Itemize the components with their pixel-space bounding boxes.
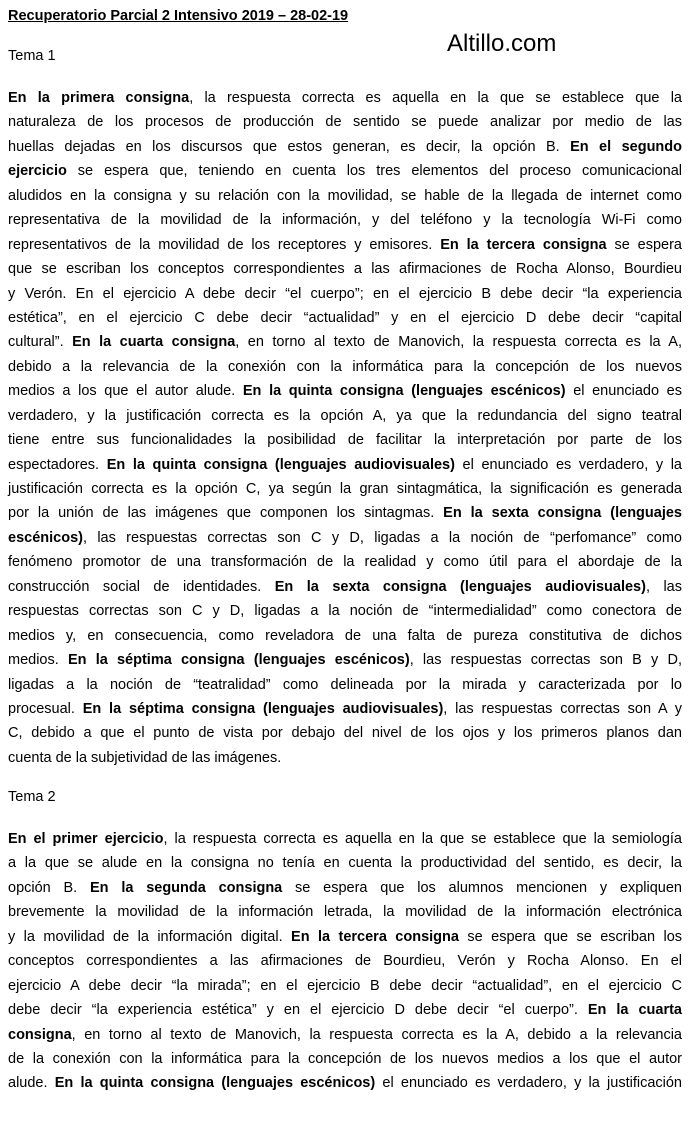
text: estética”, en el ejercicio C debe decir “actualidad” y en el ejercicio D debe decir “capital: [8, 309, 682, 326]
text: verdadero, y la justificación correcta es la opción A, ya que la redundancia del signo teatral: [8, 407, 682, 424]
text-line: [8, 697, 682, 721]
text-line: [8, 599, 682, 623]
bold-text: En la tercera consigna: [440, 236, 607, 253]
text-line: [8, 949, 682, 973]
text: justificación correcta es la opción C, ya según la gran sintagmática, la significación es generada: [8, 481, 682, 497]
text: construcción social de identidades.: [8, 578, 275, 595]
text: huellas dejadas en los discursos que estos generan, es decir, la opción B.: [8, 138, 571, 155]
tema2-paragraph: [8, 827, 682, 1096]
text: conceptos correspondientes a las afirmaciones de Bourdieu, Verón y Rocha Alonso. En el: [8, 953, 682, 970]
text-line: [8, 453, 682, 477]
text-line: [8, 876, 682, 900]
text-line: [8, 184, 682, 208]
text-line: [8, 721, 682, 745]
text-line: [8, 282, 682, 306]
bold-text: En la sexta consigna (lenguajes audiovisuales): [274, 578, 646, 595]
text: a la que se alude en la consigna no tenía en cuenta la productividad del sentido, es decir, la: [8, 855, 682, 872]
text-line: [8, 404, 682, 428]
text: tiene entre sus funcionalidades la posibilidad de facilitar la interpretación por parte de los: [8, 432, 682, 449]
text: naturaleza de los procesos de producción de sentido se puede analizar por medio de las: [8, 114, 682, 131]
text: que se escriban los conceptos correspondientes a las afirmaciones de Rocha Alonso, Bourdieu: [8, 261, 682, 278]
bold-text: En la segunda consigna: [90, 879, 283, 896]
text: el enunciado es: [565, 383, 683, 400]
text-line: [8, 900, 682, 924]
text: aludidos en la consigna y su relación con la movilidad, se hable de la llegada de internet como: [8, 187, 682, 204]
text-line: [8, 526, 682, 550]
text: brevemente la movilidad de la información letrada, la movilidad de la información electrónica: [8, 904, 682, 921]
text: , en torno al texto de Manovich, la respuesta correcta es la A,: [235, 334, 682, 351]
text-line: [8, 233, 682, 257]
text-line: [8, 135, 682, 159]
bold-text: En el primer ejercicio: [8, 831, 164, 847]
tema1-paragraph: [8, 86, 682, 770]
text-line: [8, 998, 682, 1022]
text: por la unión de las imágenes que componen los sintagmas.: [8, 505, 444, 522]
text-line: [8, 110, 682, 134]
altillo-watermark: Altillo.com: [447, 30, 557, 57]
text: el enunciado es verdadero, y la: [454, 456, 682, 473]
text: medios y, en consecuencia, como reveladora de una falta de pureza constitutiva de dichos: [8, 627, 682, 644]
text: opción B.: [8, 879, 90, 896]
bold-text: En la tercera consigna: [291, 928, 459, 945]
bold-text: En la quinta consigna (lenguajes audiovisuales): [106, 456, 455, 473]
text: y Verón. En el ejercicio A debe decir “el cuerpo”; en el ejercicio B debe decir “la experiencia: [8, 285, 682, 302]
text: , la respuesta correcta es aquella en la que se establece que la: [189, 90, 682, 106]
text-line: [8, 974, 682, 998]
text: , las respuestas correctas son A y: [443, 700, 682, 717]
bold-text: En la sexta consigna (lenguajes: [443, 505, 682, 522]
bold-text: escénicos): [8, 529, 83, 546]
text: , las respuestas correctas son B y D,: [409, 652, 682, 669]
text: ejercicio A debe decir “la mirada”; en el ejercicio B debe decir “actualidad”, en el ejercicio C: [8, 977, 682, 994]
text: el enunciado es verdadero, y la justificación: [375, 1075, 682, 1092]
text: debido a la relevancia de la conexión con la informática para la concepción de los nuevos: [8, 358, 682, 375]
text-line: [8, 1047, 682, 1071]
text-line: [8, 208, 682, 232]
text-line: [8, 306, 682, 330]
bold-text: En la séptima consigna (lenguajes audiovisuales): [82, 700, 444, 717]
bold-text: En la quinta consigna (lenguajes escénicos): [54, 1075, 376, 1092]
text-line: [8, 550, 682, 574]
text: , la respuesta correcta es aquella en la que se establece que la semiología: [163, 831, 682, 847]
bold-text: En la primera consigna: [8, 90, 190, 106]
tema1-heading: Tema 1: [8, 48, 56, 64]
text: , las respuestas correctas son C y D, ligadas a la noción de “perfomance” como: [82, 529, 682, 546]
text: se espera que los alumnos mencionen y expliquen: [282, 879, 682, 896]
text: de la conexión con la informática para la concepción de los nuevos medios a los que el autor: [8, 1050, 682, 1067]
text: medios.: [8, 652, 68, 669]
bold-text: En la cuarta consigna: [72, 334, 236, 351]
text: representativa de la movilidad de la información, y del teléfono y la tecnología Wi-Fi como: [8, 212, 682, 229]
text-line: [8, 379, 682, 403]
text-line: [8, 851, 682, 875]
text: C, debido a que el punto de vista por debajo del nivel de los ojos y los primeros planos dan: [8, 725, 682, 742]
text: fenómeno promotor de una transformación de la realidad y como útil para el abordaje de la: [8, 554, 682, 571]
text-line: [8, 86, 682, 110]
text-line: [8, 925, 682, 949]
bold-text: consigna: [8, 1026, 72, 1043]
text-line: [8, 673, 682, 697]
text: procesual.: [8, 700, 83, 717]
text-line: [8, 159, 682, 183]
text-line: [8, 428, 682, 452]
text: y la movilidad de la información digital.: [8, 928, 292, 945]
text-line: [8, 501, 682, 525]
bold-text: ejercicio: [8, 163, 67, 180]
text: se espera: [606, 236, 682, 253]
text: representativos de la movilidad de los receptores y emisores.: [8, 236, 441, 253]
text-line: [8, 1071, 682, 1095]
text: se espera que, teniendo en cuenta los tres elementos del proceso comunicacional: [66, 163, 682, 180]
text-line: [8, 575, 682, 599]
text-line: [8, 355, 682, 379]
text: cuenta de la subjetividad de las imágenes.: [8, 749, 282, 766]
text-line: [8, 477, 682, 501]
text: ligadas a la noción de “teatralidad” como delineada por la mirada y caracterizada por lo: [8, 676, 682, 693]
text: se espera que se escriban los: [458, 928, 683, 945]
bold-text: En la cuarta: [587, 1002, 682, 1019]
text: espectadores.: [8, 456, 107, 473]
text-line: [8, 1023, 682, 1047]
text-line: [8, 257, 682, 281]
text: debe decir “la experiencia estética” y en el ejercicio D debe decir “el cuerpo”.: [8, 1002, 588, 1019]
text: respuestas correctas son C y D, ligadas a la noción de “intermedialidad” como conectora de: [8, 603, 682, 620]
text-line: [8, 648, 682, 672]
text: , las: [645, 578, 682, 595]
text: medios a los que el autor alude.: [8, 383, 243, 400]
text-line: [8, 624, 682, 648]
text-line: [8, 330, 682, 354]
text: alude.: [8, 1075, 55, 1092]
text-line: [8, 827, 682, 851]
bold-text: En la quinta consigna (lenguajes escénicos): [242, 383, 566, 400]
tema2-heading: Tema 2: [8, 789, 56, 805]
text-line: [8, 746, 682, 770]
bold-text: En la séptima consigna (lenguajes escénicos): [67, 652, 410, 669]
bold-text: En el segundo: [570, 138, 682, 155]
text: cultural”.: [8, 334, 73, 351]
text: , en torno al texto de Manovich, la respuesta correcta es la A, debido a la relevancia: [71, 1026, 682, 1043]
document-title: Recuperatorio Parcial 2 Intensivo 2019 – 28-02-19: [8, 8, 349, 24]
